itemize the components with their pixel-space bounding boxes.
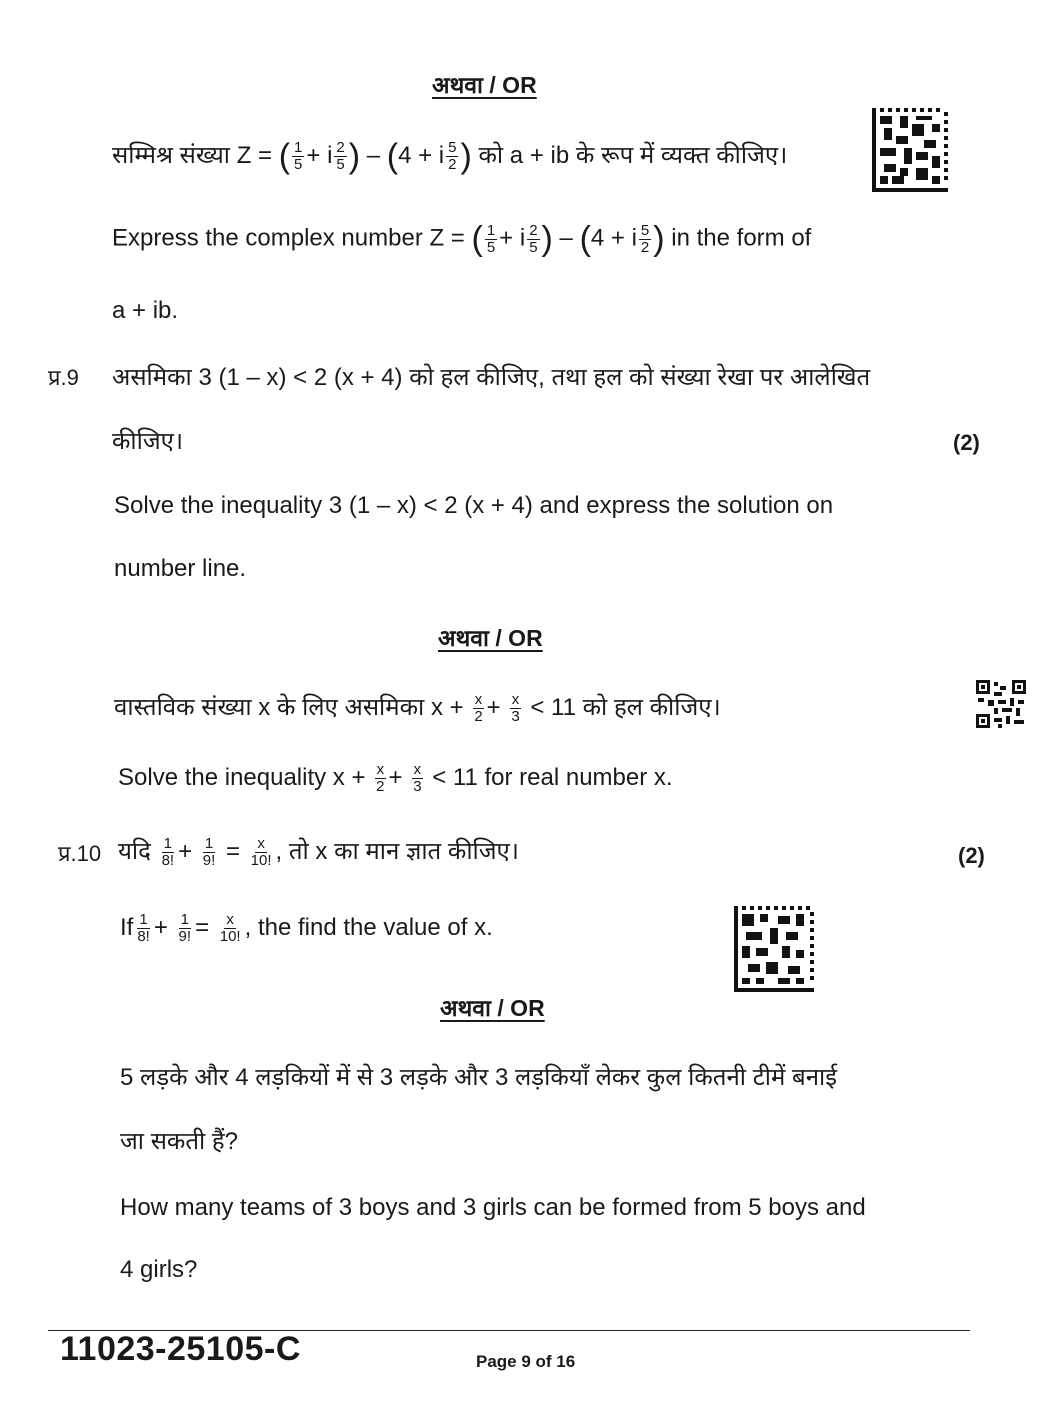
close-paren: ) bbox=[653, 220, 665, 258]
paper-code: 11023-25105-C bbox=[60, 1330, 301, 1368]
fraction: $\frac{2}{5}$ bbox=[529, 221, 538, 256]
q8-or-english bbox=[112, 222, 811, 256]
plus-sign: + bbox=[486, 694, 501, 721]
fraction: $\frac{x}{10!}$ bbox=[250, 835, 272, 870]
datamatrix-code-icon bbox=[872, 108, 948, 192]
plus-i: + i bbox=[499, 224, 526, 252]
fraction: $\frac{1}{8!}$ bbox=[161, 835, 175, 870]
close-paren: ) bbox=[460, 137, 472, 176]
fraction: $\frac{x}{10!}$ bbox=[219, 911, 241, 945]
close-paren: ) bbox=[541, 220, 553, 258]
marks-badge: (2) bbox=[953, 430, 980, 455]
question-number: प्र.10 bbox=[58, 841, 102, 866]
fraction: $\frac{1}{8!}$ bbox=[137, 911, 150, 945]
four-plus-i: 4 + i bbox=[398, 142, 445, 169]
fraction: $\frac{1}{5}$ bbox=[294, 139, 303, 174]
fraction: $\frac{x}{2}$ bbox=[376, 761, 385, 795]
fraction: $\frac{5}{2}$ bbox=[448, 139, 457, 174]
q9-or-english-suffix: < 11 for real number x. bbox=[432, 763, 673, 791]
equals-sign: = bbox=[225, 838, 240, 865]
plus-sign: + bbox=[178, 838, 193, 865]
q8-hindi-suffix: को a + ib के रूप में व्यक्त कीजिए। bbox=[478, 142, 788, 169]
fraction: $\frac{x}{3}$ bbox=[511, 691, 520, 726]
four-plus-i: 4 + i bbox=[590, 224, 637, 252]
fraction: $\frac{x}{3}$ bbox=[413, 761, 422, 795]
q8-english-prefix: Express the complex number Z = bbox=[112, 224, 465, 252]
q10-english bbox=[120, 912, 493, 945]
or-heading: अथवा / OR bbox=[432, 72, 537, 98]
q9-or-english-prefix: Solve the inequality x + bbox=[118, 763, 366, 791]
or-heading: अथवा / OR bbox=[438, 625, 543, 651]
open-paren: ( bbox=[386, 137, 399, 176]
fraction: $\frac{x}{2}$ bbox=[474, 691, 483, 726]
q10-hindi bbox=[118, 834, 519, 869]
page-number: Page 9 of 16 bbox=[476, 1352, 576, 1371]
plus-sign: + bbox=[153, 913, 168, 941]
equals-sign: = bbox=[195, 913, 210, 941]
fraction: $\frac{5}{2}$ bbox=[640, 221, 650, 256]
q8-or-hindi bbox=[112, 138, 787, 174]
q9-hindi-line1: असमिका 3 (1 – x) < 2 (x + 4) को हल कीजिए, तथा हल को संख्या रेखा पर आलेखित bbox=[112, 364, 871, 391]
q9-or-hindi bbox=[114, 690, 721, 725]
q10-hindi-suffix: , तो x का मान ज्ञात कीजिए। bbox=[275, 838, 519, 865]
q10-english-prefix: If bbox=[120, 913, 134, 941]
q10-hindi-prefix: यदि bbox=[118, 838, 151, 865]
open-paren: ( bbox=[471, 220, 483, 258]
fraction: $\frac{1}{9!}$ bbox=[178, 911, 192, 945]
q9-or-english bbox=[118, 762, 673, 795]
q9-english-line1: Solve the inequality 3 (1 – x) < 2 (x + 4) and express the solution on bbox=[114, 492, 834, 519]
fraction: $\frac{2}{5}$ bbox=[336, 139, 345, 174]
q9-english-line2: number line. bbox=[114, 555, 247, 582]
plus-i: + i bbox=[306, 142, 333, 169]
q10-or-english-line1: How many teams of 3 boys and 3 girls can be formed from 5 boys and bbox=[120, 1194, 866, 1221]
close-paren: ) bbox=[348, 137, 361, 176]
q10-english-suffix: , the find the value of x. bbox=[244, 913, 493, 941]
open-paren: ( bbox=[278, 137, 291, 176]
q9-or-hindi-suffix: < 11 को हल कीजिए। bbox=[530, 694, 721, 721]
q8-english-line2: a + ib. bbox=[112, 297, 179, 324]
fraction: $\frac{1}{5}$ bbox=[486, 221, 496, 256]
open-paren: ( bbox=[579, 220, 591, 258]
or-heading: अथवा / OR bbox=[440, 995, 545, 1021]
q10-or-hindi-line2: जा सकती हैं? bbox=[120, 1128, 239, 1155]
question-number: प्र.9 bbox=[48, 365, 79, 390]
q8-english-suffix: in the form of bbox=[671, 224, 812, 252]
marks-badge: (2) bbox=[958, 843, 985, 868]
minus-sign: – bbox=[366, 142, 381, 169]
q9-hindi-line2: कीजिए। bbox=[112, 428, 184, 455]
q10-or-hindi-line1: 5 लड़के और 4 लड़कियों में से 3 लड़के और 3 लड़कियाँ लेकर कुल कितनी टीमें बनाई bbox=[120, 1064, 838, 1091]
qr-code-icon bbox=[976, 680, 1026, 728]
q8-hindi-prefix: सम्मिश्र संख्या Z = bbox=[112, 142, 273, 169]
minus-sign: – bbox=[559, 224, 573, 252]
q10-or-english-line2: 4 girls? bbox=[120, 1256, 198, 1283]
datamatrix-code-icon bbox=[734, 906, 814, 992]
q9-or-hindi-prefix: वास्तविक संख्या x के लिए असमिका x + bbox=[114, 694, 464, 721]
fraction: $\frac{1}{9!}$ bbox=[202, 835, 216, 870]
plus-sign: + bbox=[388, 763, 403, 791]
